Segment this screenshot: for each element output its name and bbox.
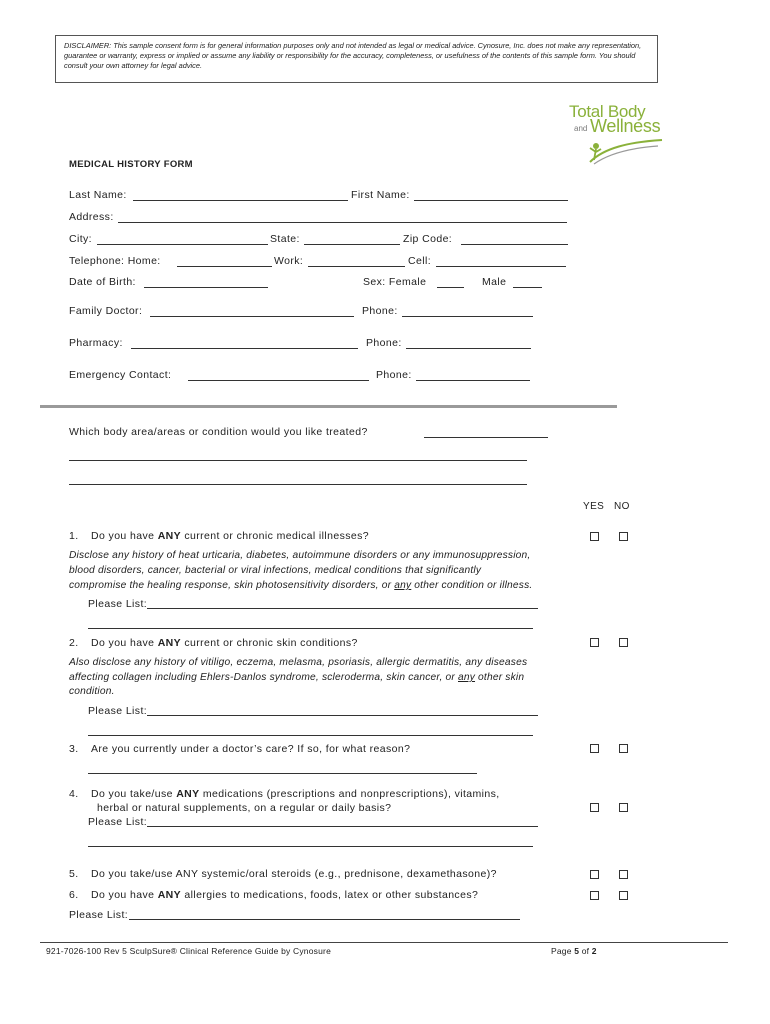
male-field[interactable] xyxy=(513,287,542,288)
address-field[interactable] xyxy=(118,222,567,223)
emergency-phone-field[interactable] xyxy=(416,380,530,381)
treatment-field-1[interactable] xyxy=(424,437,548,438)
question-4-no-checkbox[interactable] xyxy=(619,803,628,812)
question-6-please-list-label: Please List: xyxy=(69,909,129,921)
logo xyxy=(566,102,666,164)
zip-field[interactable] xyxy=(461,244,568,245)
logo-line2: Wellness xyxy=(590,116,661,136)
question-2-no-checkbox[interactable] xyxy=(619,638,628,647)
male-label: Male xyxy=(482,276,507,288)
cell-field[interactable] xyxy=(436,266,566,267)
last-name-label: Last Name: xyxy=(69,189,127,201)
question-1-list-field-1[interactable] xyxy=(147,608,538,609)
question-6-yes-checkbox[interactable] xyxy=(590,891,599,900)
question-2-note-line-2: affecting collagen including Ehlers-Danlos syndrome, scleroderma, skin cancer, or any other skin xyxy=(69,672,525,683)
family-doctor-field[interactable] xyxy=(150,316,354,317)
question-1-list-field-2[interactable] xyxy=(88,628,533,629)
question-2-note-line-3: condition. xyxy=(69,686,115,697)
section-divider xyxy=(40,405,617,408)
question-4-line-2: herbal or natural supplements, on a regular or daily basis? xyxy=(97,802,392,814)
logo-swoosh-icon xyxy=(584,134,664,166)
emergency-contact-label: Emergency Contact: xyxy=(69,369,172,381)
question-2-number: 2. xyxy=(69,637,79,649)
footer-reference: 921-7026-100 Rev 5 SculpSure® Clinical Reference Guide by Cynosure xyxy=(46,946,332,956)
footer-page-number: Page 5 of 2 xyxy=(551,946,597,956)
question-1-number: 1. xyxy=(69,530,79,542)
emergency-phone-label: Phone: xyxy=(376,369,412,381)
telephone-home-label: Telephone: Home: xyxy=(69,255,161,267)
question-5-number: 5. xyxy=(69,868,79,880)
question-6-no-checkbox[interactable] xyxy=(619,891,628,900)
question-3-number: 3. xyxy=(69,743,79,755)
question-6-list-field[interactable] xyxy=(129,919,520,920)
pharmacy-field[interactable] xyxy=(131,348,358,349)
last-name-field[interactable] xyxy=(133,200,348,201)
question-4-list-field-2[interactable] xyxy=(88,846,533,847)
disclaimer-text: DISCLAIMER: This sample consent form is for general information purposes only and not intended as legal or medical advice. Cynosure, Inc. does not make any representation, guarantee or warranty, express or implied or assume any liability or responsibility for the accuracy, completeness, or usefulness of the contents of this sample form. You should consult your own attorney for legal advice. xyxy=(64,41,642,70)
question-4-yes-checkbox[interactable] xyxy=(590,803,599,812)
work-label: Work: xyxy=(274,255,304,267)
question-4-please-list-label: Please List: xyxy=(88,816,148,828)
doctor-phone-label: Phone: xyxy=(362,305,398,317)
question-6: Do you have ANY allergies to medications, foods, latex or other substances? xyxy=(91,889,479,901)
question-4-line-1: Do you take/use ANY medications (prescriptions and nonprescriptions), vitamins, xyxy=(91,788,500,800)
form-title: MEDICAL HISTORY FORM xyxy=(69,159,193,170)
treatment-field-2[interactable] xyxy=(69,460,527,461)
state-field[interactable] xyxy=(304,244,400,245)
pharmacy-phone-field[interactable] xyxy=(406,348,531,349)
emergency-contact-field[interactable] xyxy=(188,380,369,381)
question-2-list-field-2[interactable] xyxy=(88,735,533,736)
city-field[interactable] xyxy=(97,244,268,245)
city-label: City: xyxy=(69,233,92,245)
question-2-note-line-1: Also disclose any history of vitiligo, eczema, melasma, psoriasis, allergic dermatitis, any diseases xyxy=(69,657,528,668)
treatment-question: Which body area/areas or condition would you like treated? xyxy=(69,426,368,438)
question-4-list-field-1[interactable] xyxy=(147,826,538,827)
logo-and: and xyxy=(574,124,588,133)
question-3-field[interactable] xyxy=(88,773,477,774)
question-1-yes-checkbox[interactable] xyxy=(590,532,599,541)
question-2-yes-checkbox[interactable] xyxy=(590,638,599,647)
question-5: Do you take/use ANY systemic/oral steroids (e.g., prednisone, dexamethasone)? xyxy=(91,868,497,880)
work-field[interactable] xyxy=(308,266,405,267)
footer-rule xyxy=(40,942,728,943)
question-3-no-checkbox[interactable] xyxy=(619,744,628,753)
question-4-number: 4. xyxy=(69,788,79,800)
telephone-home-field[interactable] xyxy=(177,266,272,267)
question-2-please-list-label: Please List: xyxy=(88,705,148,717)
doctor-phone-field[interactable] xyxy=(402,316,533,317)
question-1-note-line-1: Disclose any history of heat urticaria, diabetes, autoimmune disorders or any immunosuppression, xyxy=(69,550,531,561)
disclaimer-box xyxy=(55,35,658,83)
question-3: Are you currently under a doctor’s care? If so, for what reason? xyxy=(91,743,411,755)
zip-label: Zip Code: xyxy=(403,233,453,245)
question-3-yes-checkbox[interactable] xyxy=(590,744,599,753)
question-6-number: 6. xyxy=(69,889,79,901)
question-1-note-line-3: compromise the healing response, skin photosensitivity disorders, or any other condition or illness. xyxy=(69,580,533,591)
dob-label: Date of Birth: xyxy=(69,276,136,288)
question-1-note-line-2: blood disorders, cancer, bacterial or viral infections, medical conditions that significantly xyxy=(69,565,482,576)
treatment-field-3[interactable] xyxy=(69,484,527,485)
first-name-field[interactable] xyxy=(414,200,568,201)
question-2: Do you have ANY current or chronic skin conditions? xyxy=(91,637,358,649)
question-5-yes-checkbox[interactable] xyxy=(590,870,599,879)
logo-line1: Total Body xyxy=(569,102,646,121)
question-1-please-list-label: Please List: xyxy=(88,598,148,610)
address-label: Address: xyxy=(69,211,114,223)
yes-header: YES xyxy=(583,501,605,512)
family-doctor-label: Family Doctor: xyxy=(69,305,143,317)
question-1: Do you have ANY current or chronic medical illnesses? xyxy=(91,530,369,542)
first-name-label: First Name: xyxy=(351,189,410,201)
question-1-no-checkbox[interactable] xyxy=(619,532,628,541)
question-2-list-field-1[interactable] xyxy=(147,715,538,716)
cell-label: Cell: xyxy=(408,255,432,267)
state-label: State: xyxy=(270,233,300,245)
pharmacy-label: Pharmacy: xyxy=(69,337,123,349)
sex-female-label: Sex: Female xyxy=(363,276,427,288)
dob-field[interactable] xyxy=(144,287,268,288)
pharmacy-phone-label: Phone: xyxy=(366,337,402,349)
no-header: NO xyxy=(614,501,630,512)
female-field[interactable] xyxy=(437,287,464,288)
question-5-no-checkbox[interactable] xyxy=(619,870,628,879)
